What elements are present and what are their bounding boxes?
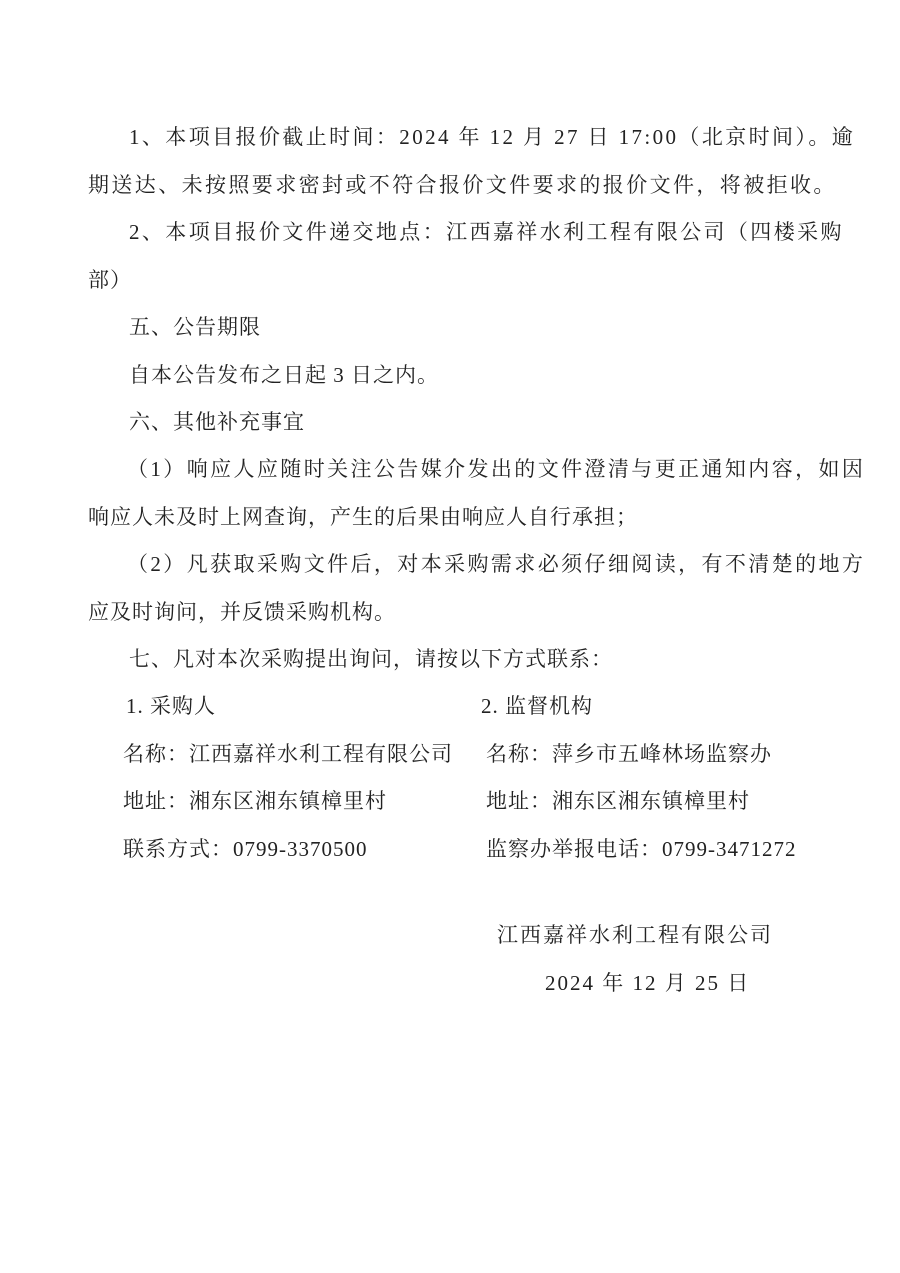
purchaser-phone: 联系方式：0799-3370500 <box>123 837 368 861</box>
section-5-body: 自本公告发布之日起 3 日之内。 <box>129 363 439 387</box>
section-6-item-2-line-1: （2）凡获取采购文件后，对本采购需求必须仔细阅读，有不清楚的地方 <box>127 552 866 576</box>
section-6-heading: 六、其他补充事宜 <box>129 410 305 434</box>
supervisor-address: 地址：湘东区湘东镇樟里村 <box>486 789 750 813</box>
clause-2-location-line-1: 2、本项目报价文件递交地点：江西嘉祥水利工程有限公司（四楼采购 <box>129 220 844 244</box>
section-6-item-1-line-1: （1）响应人应随时关注公告媒介发出的文件澄清与更正通知内容，如因 <box>127 457 866 481</box>
section-5-heading: 五、公告期限 <box>129 315 261 339</box>
signature-company: 江西嘉祥水利工程有限公司 <box>497 923 773 947</box>
supervisor-phone: 监察办举报电话：0799-3471272 <box>486 837 797 861</box>
section-6-item-2-line-2: 应及时询问，并反馈采购机构。 <box>88 600 396 624</box>
section-7-heading: 七、凡对本次采购提出询问，请按以下方式联系： <box>129 647 613 671</box>
purchaser-address: 地址：湘东区湘东镇樟里村 <box>123 789 387 813</box>
signature-date: 2024 年 12 月 25 日 <box>545 971 751 995</box>
clause-1-deadline-line-1: 1、本项目报价截止时间：2024 年 12 月 27 日 17:00（北京时间）。逾 <box>129 125 856 149</box>
purchaser-name: 名称：江西嘉祥水利工程有限公司 <box>123 742 453 766</box>
section-6-item-1-line-2: 响应人未及时上网查询，产生的后果由响应人自行承担； <box>88 505 638 529</box>
clause-1-deadline-line-2: 期送达、未按照要求密封或不符合报价文件要求的报价文件，将被拒收。 <box>88 173 837 197</box>
supervisor-heading: 2. 监督机构 <box>481 694 593 718</box>
purchaser-heading: 1. 采购人 <box>126 694 216 718</box>
clause-2-location-line-2: 部） <box>88 268 132 292</box>
supervisor-name: 名称：萍乡市五峰林场监察办 <box>486 742 772 766</box>
